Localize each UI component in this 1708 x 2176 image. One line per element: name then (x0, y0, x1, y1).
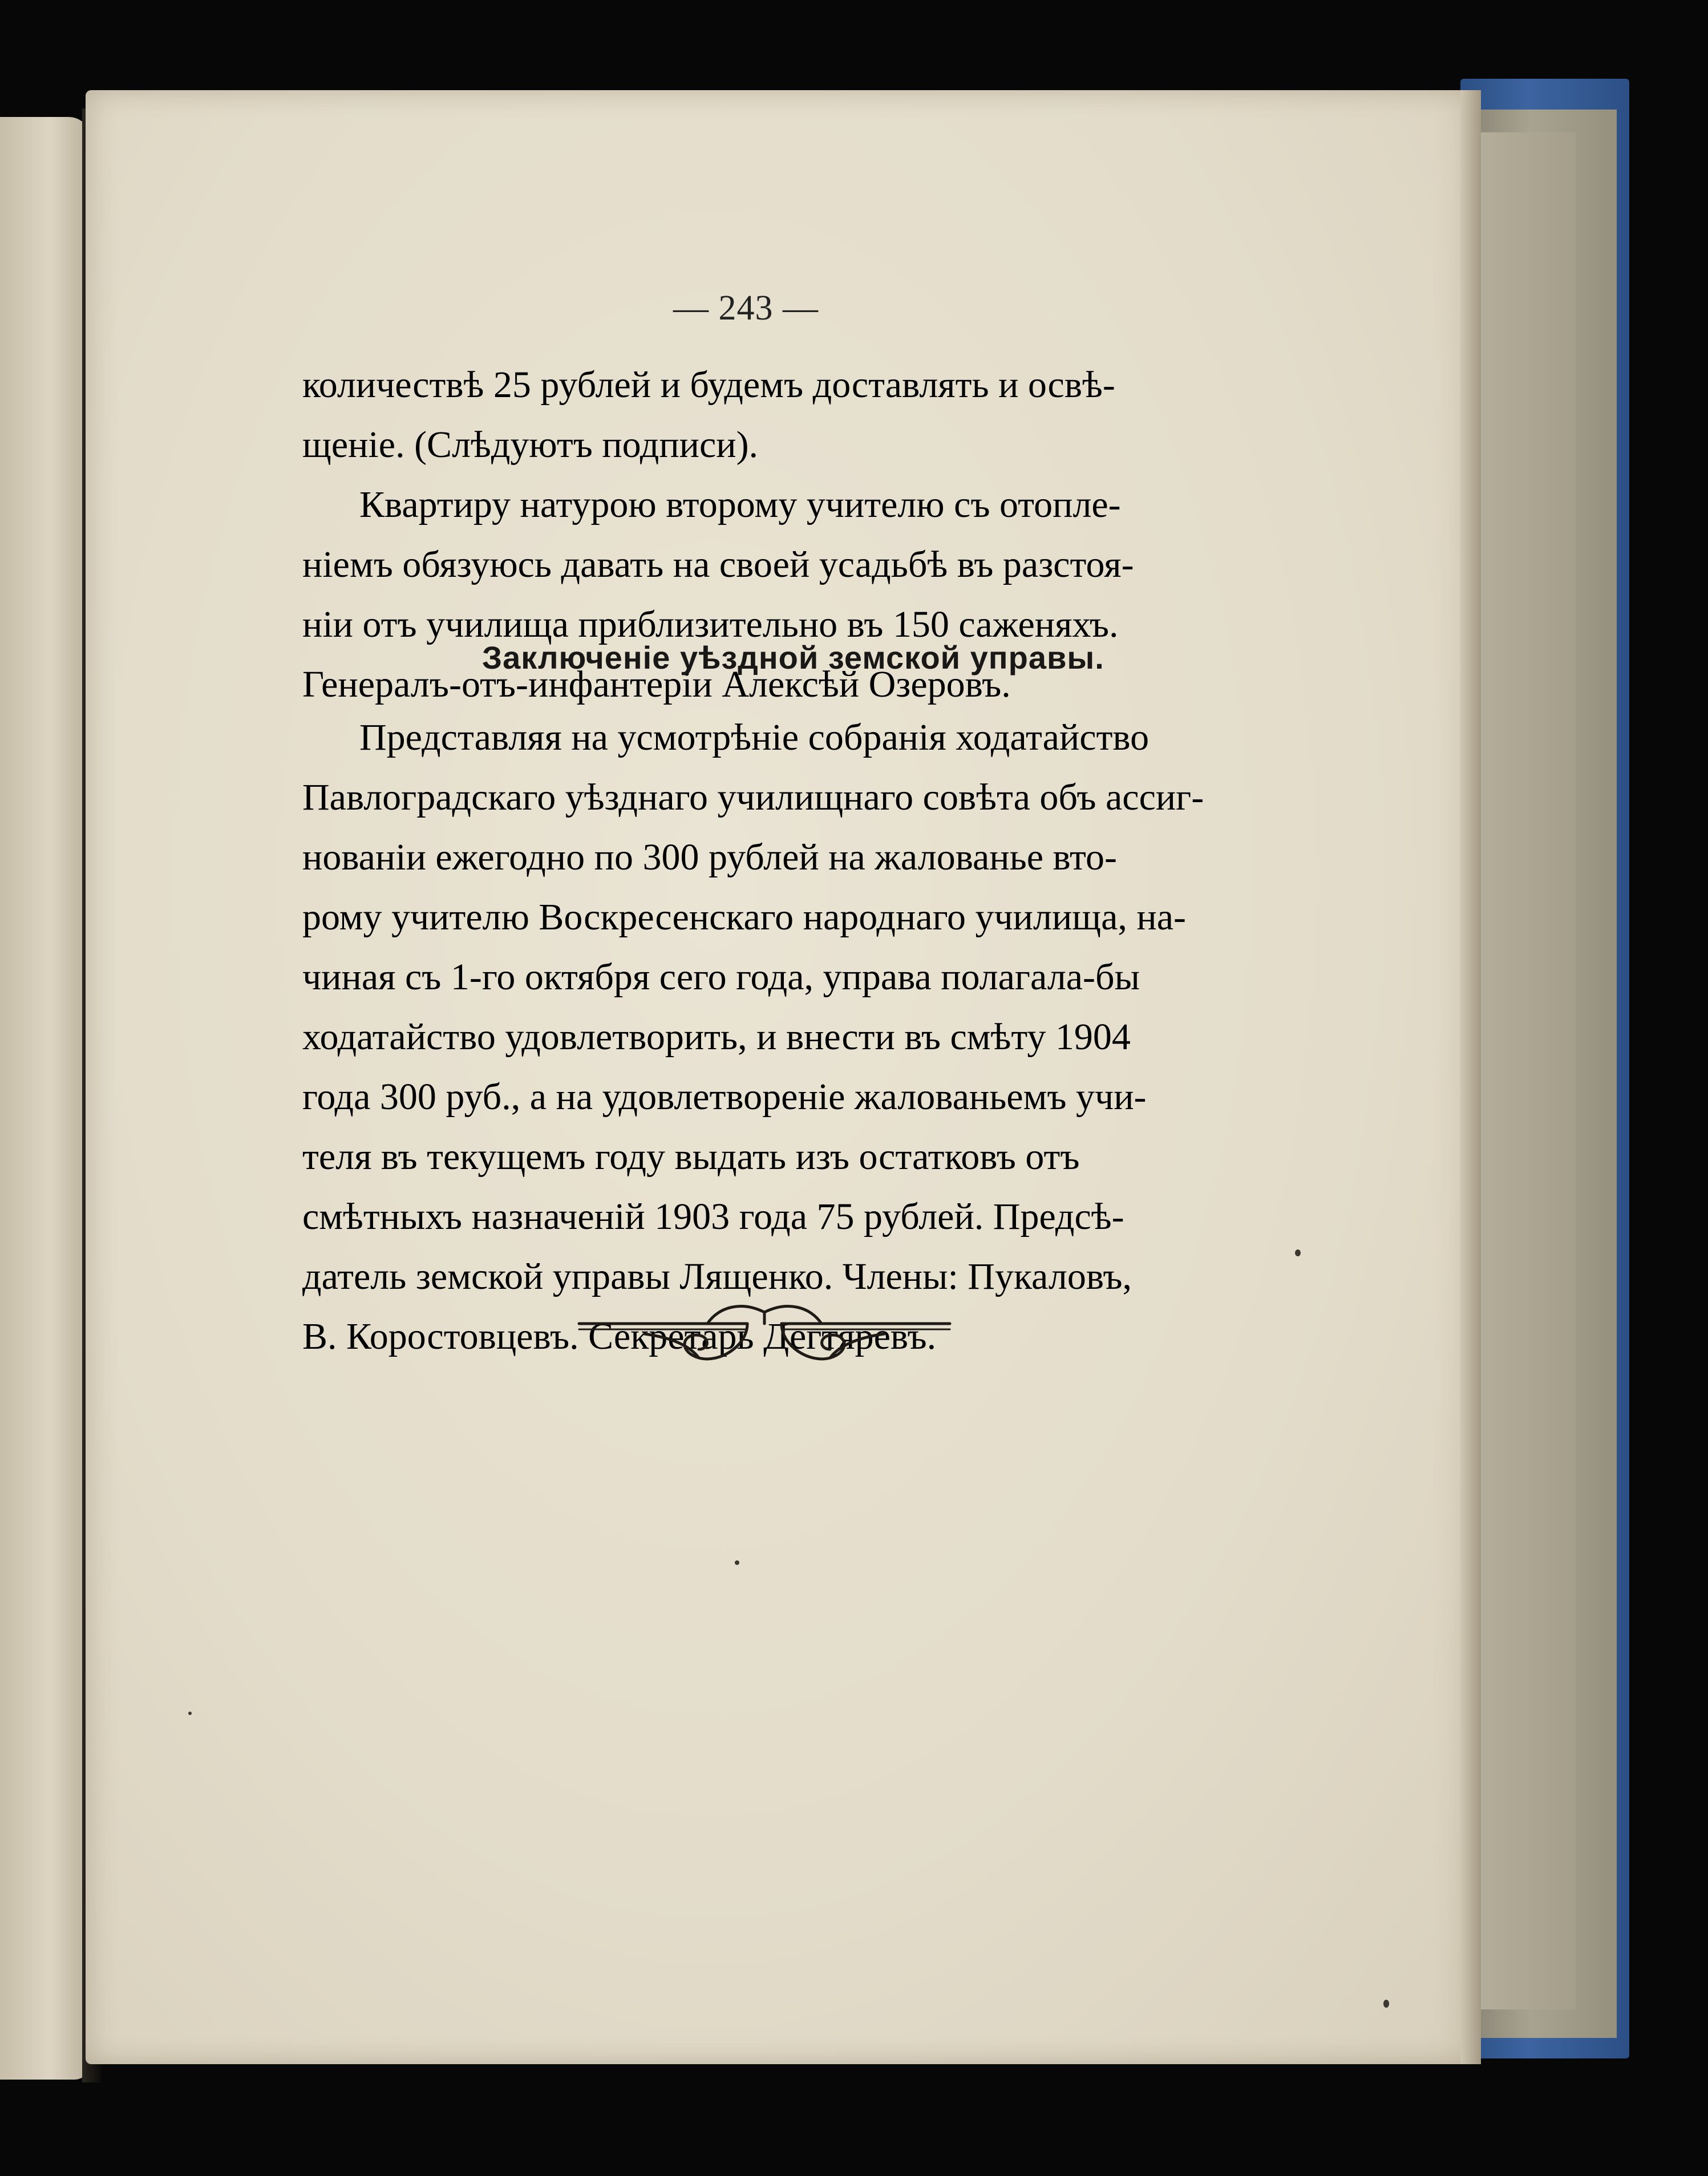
ornament-icon (576, 1295, 953, 1398)
paragraph-1 (302, 355, 1197, 475)
paragraph-2 (302, 475, 1197, 714)
text-line: теля въ текущемъ году выдать изъ остатковъ отъ (302, 1136, 1080, 1178)
text-line: Павлоградскаго уѣзднаго училищнаго совѣта объ ассиг- (302, 776, 1204, 818)
text-line: Квартиру натурою второму учителю съ отопле- (359, 484, 1121, 525)
page-stack-inner (1475, 132, 1576, 2009)
paper-speck (1383, 2000, 1389, 2008)
text-line: В. Коростовцевъ. Секретарь Дегтяревъ. (302, 1316, 937, 1357)
text-line: Генералъ-отъ-инфантеріи Алексѣй Озеровъ. (302, 664, 1011, 705)
page-number: — 243 — (673, 289, 819, 327)
paper-speck (188, 1712, 192, 1715)
text-line: щеніе. (Слѣдуютъ подписи). (302, 424, 759, 466)
paragraph-3 (302, 707, 1204, 1366)
left-page (0, 117, 91, 2080)
page-edge (1460, 90, 1481, 2064)
text-line: нованіи ежегодно по 300 рублей на жалованье вто- (302, 836, 1117, 878)
text-line: Представляя на усмотрѣніе собранія ходатайство (359, 717, 1150, 758)
text-line: смѣтныхъ назначеній 1903 года 75 рублей. Предсѣ- (302, 1196, 1124, 1237)
paper-speck (1295, 1249, 1301, 1256)
text-line: ніи отъ училища приблизительно въ 150 саженяхъ. (302, 604, 1119, 645)
text-line: количествѣ 25 рублей и будемъ доставлять и освѣ- (302, 364, 1115, 406)
text-line: чиная съ 1-го октября сего года, управа полагала-бы (302, 956, 1140, 998)
text-line: года 300 руб., а на удовлетвореніе жалованьемъ учи- (302, 1076, 1147, 1118)
text-line: ніемъ обязуюсь давать на своей усадьбѣ въ разстоя- (302, 544, 1134, 585)
section-heading: Заключеніе уѣздной земской управы. (482, 640, 1104, 676)
text-line: датель земской управы Лященко. Члены: Пукаловъ, (302, 1256, 1132, 1297)
paper-speck (735, 1560, 739, 1565)
text-line: рому учителю Воскресенскаго народнаго училища, на- (302, 896, 1186, 938)
text-line: ходатайство удовлетворить, и внести въ смѣту 1904 (302, 1016, 1131, 1058)
